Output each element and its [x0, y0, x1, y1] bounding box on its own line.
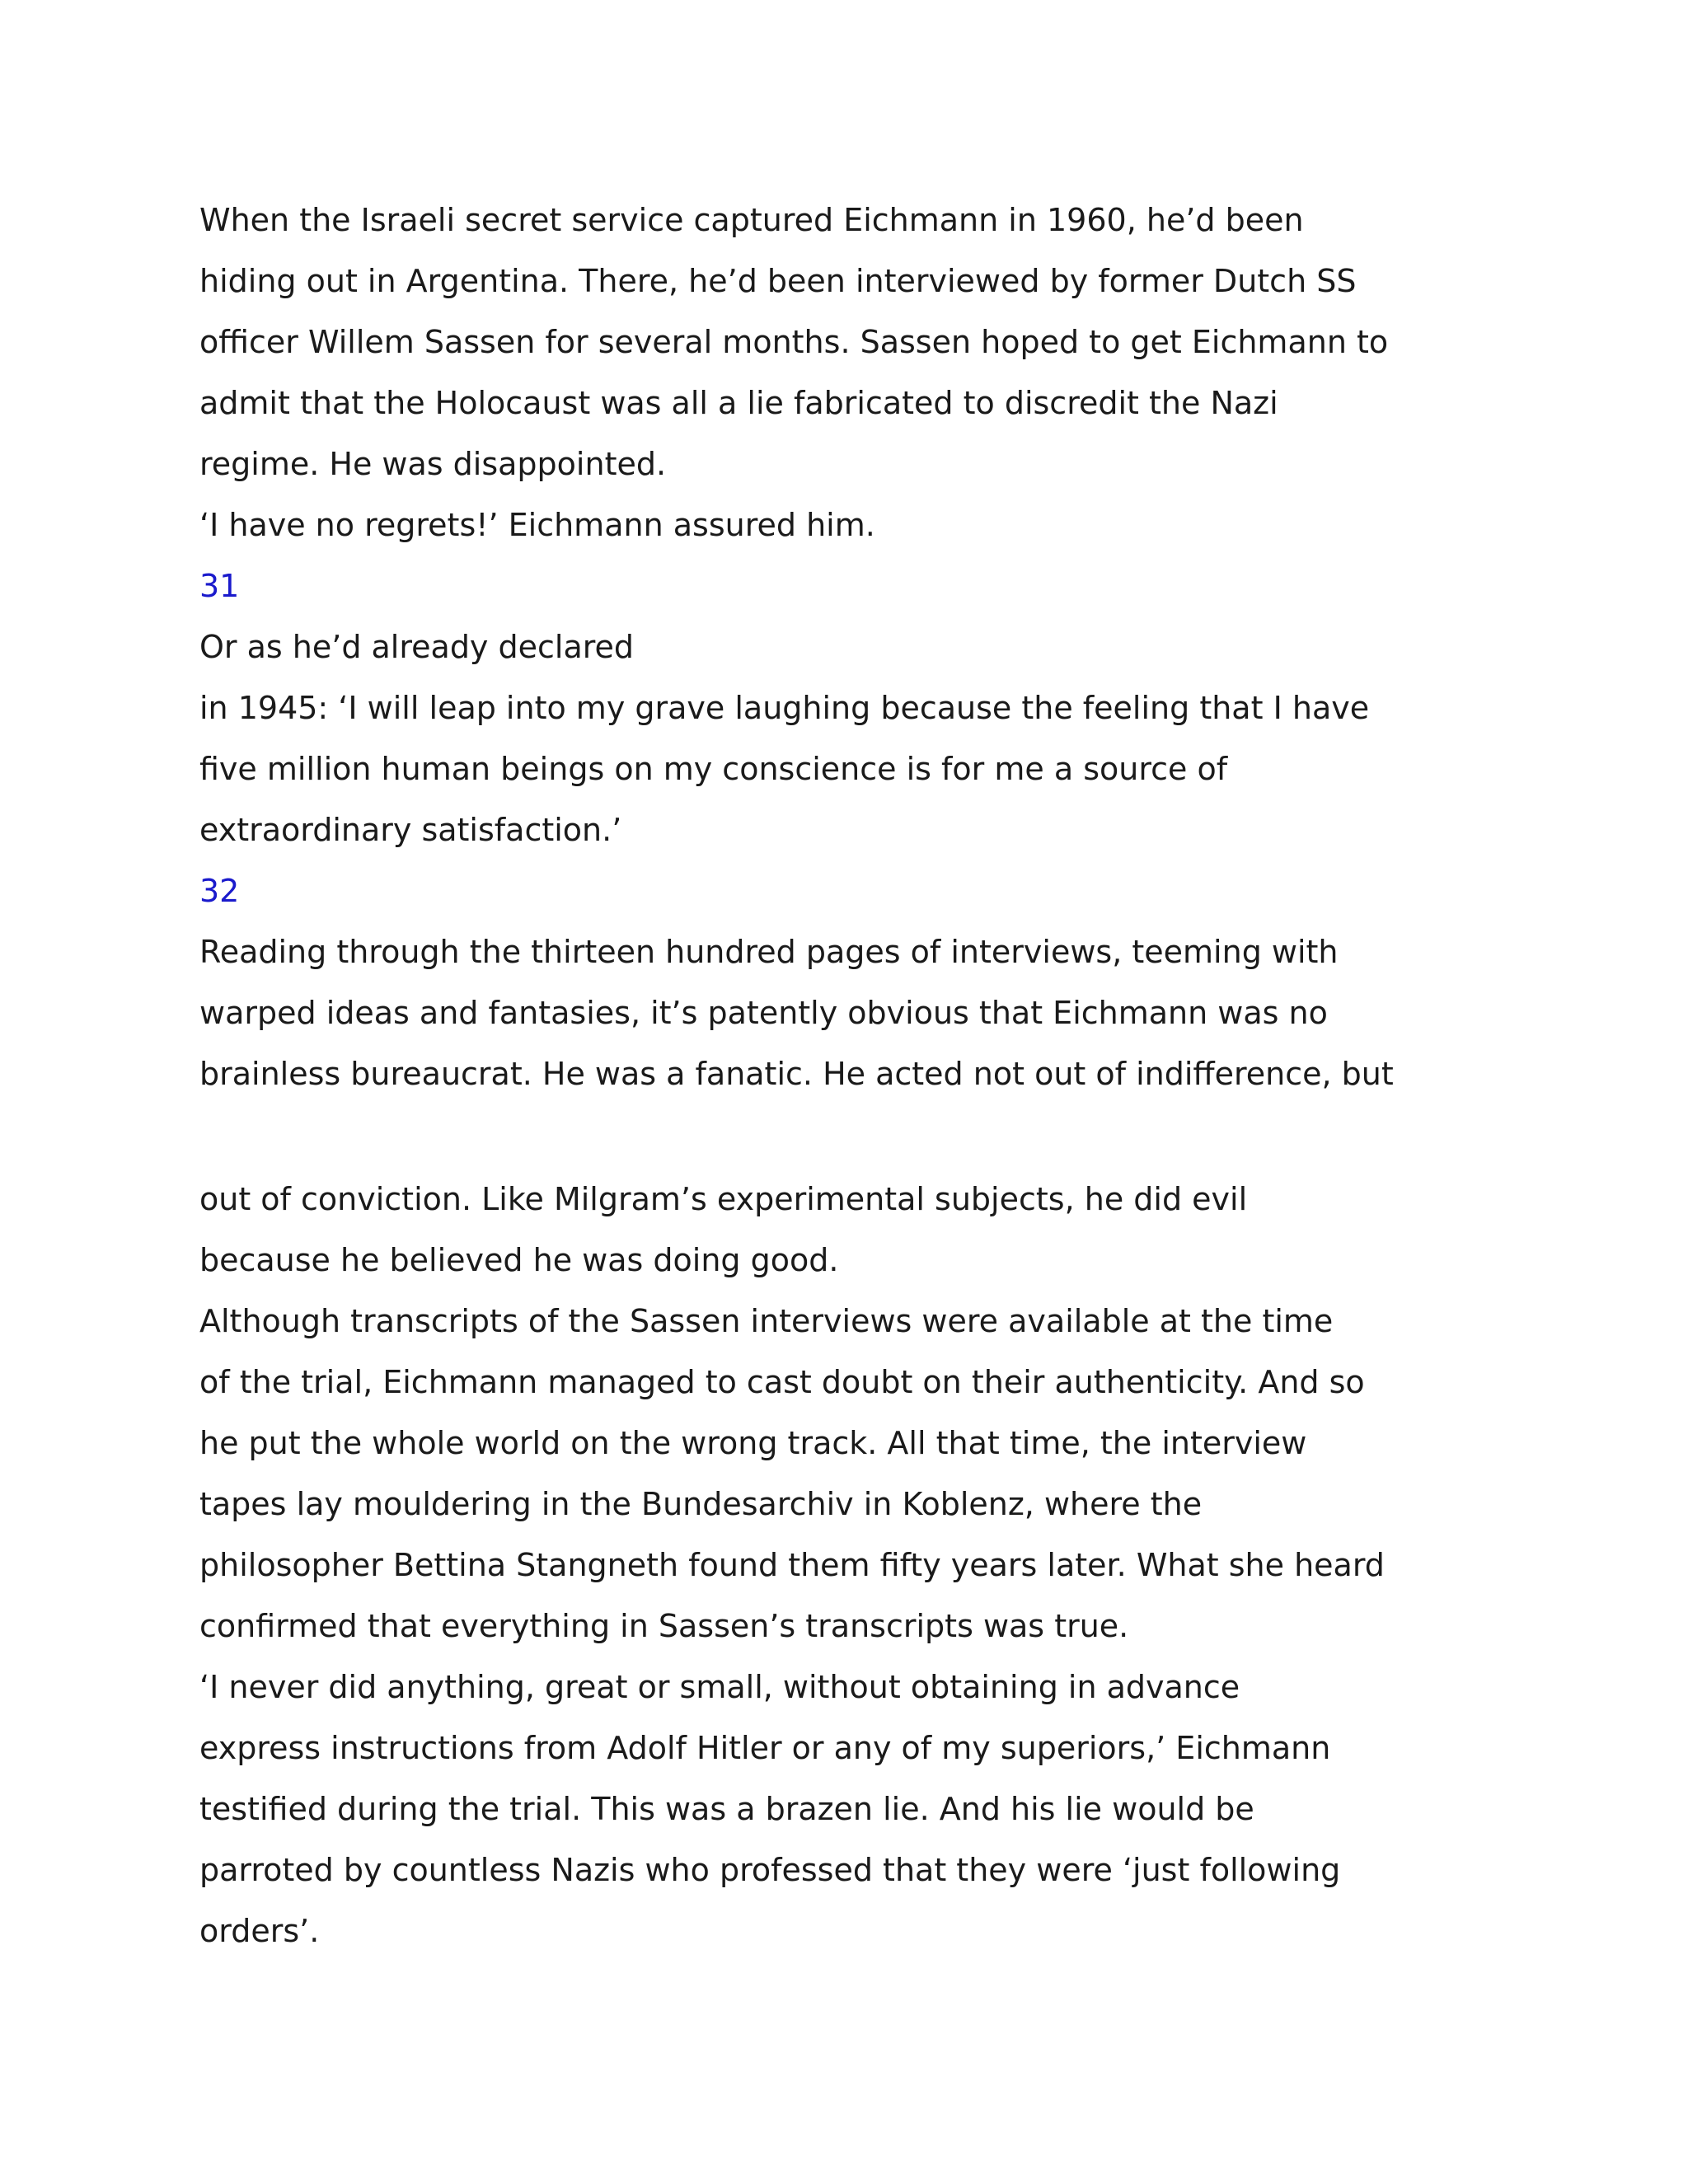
text-line: hiding out in Argentina. There, he’d been interviewed by former Dutch SS: [199, 263, 1357, 299]
text-line: officer Willem Sassen for several months. Sassen hoped to get Eichmann to: [199, 324, 1389, 360]
text-line: philosopher Bettina Stangneth found them fifty years later. What she heard: [199, 1547, 1385, 1583]
text-line: testified during the trial. This was a brazen lie. And his lie would be: [199, 1791, 1254, 1827]
text-line: tapes lay mouldering in the Bundesarchiv in Koblenz, where the: [199, 1486, 1203, 1522]
text-line: of the trial, Eichmann managed to cast doubt on their authenticity. And so: [199, 1364, 1365, 1400]
footnote-reference-32[interactable]: 32: [199, 873, 240, 909]
text-line: Although transcripts of the Sassen interviews were available at the time: [199, 1303, 1334, 1339]
text-line: brainless bureaucrat. He was a fanatic. He acted not out of indifference, but: [199, 1056, 1394, 1092]
text-line: confirmed that everything in Sassen’s transcripts was true.: [199, 1608, 1129, 1644]
text-line: parroted by countless Nazis who professed that they were ‘just following: [199, 1852, 1341, 1888]
page-break-gap: [199, 1104, 1601, 1169]
text-line: regime. He was disappointed.: [199, 446, 667, 482]
text-line: he put the whole world on the wrong track. All that time, the interview: [199, 1425, 1307, 1461]
text-line: ‘I never did anything, great or small, without obtaining in advance: [199, 1669, 1240, 1705]
paragraph-block-3: [199, 921, 1601, 1104]
text-line: extraordinary satisfaction.’: [199, 812, 622, 848]
footnote-reference-31[interactable]: 31: [199, 568, 240, 604]
text-line: Or as he’d already declared: [199, 629, 635, 665]
text-line: orders’.: [199, 1913, 320, 1949]
paragraph-block-2: [199, 616, 1601, 860]
paragraph-block-4: [199, 1169, 1601, 1961]
text-line: Reading through the thirteen hundred pages of interviews, teeming with: [199, 934, 1339, 970]
text-line: warped ideas and fantasies, it’s patently obvious that Eichmann was no: [199, 995, 1328, 1031]
text-line: express instructions from Adolf Hitler or any of my superiors,’ Eichmann: [199, 1730, 1331, 1766]
text-line: When the Israeli secret service captured Eichmann in 1960, he’d been: [199, 202, 1304, 238]
text-line: ‘I have no regrets!’ Eichmann assured him.: [199, 507, 875, 543]
text-line: five million human beings on my conscience is for me a source of: [199, 751, 1228, 787]
text-line: because he believed he was doing good.: [199, 1242, 839, 1278]
paragraph-block-1: [199, 190, 1601, 555]
text-line: in 1945: ‘I will leap into my grave laughing because the feeling that I have: [199, 690, 1370, 726]
text-line: admit that the Holocaust was all a lie fabricated to discredit the Nazi: [199, 385, 1278, 421]
text-line: out of conviction. Like Milgram’s experimental subjects, he did evil: [199, 1181, 1248, 1217]
document-page: [199, 190, 1601, 1961]
